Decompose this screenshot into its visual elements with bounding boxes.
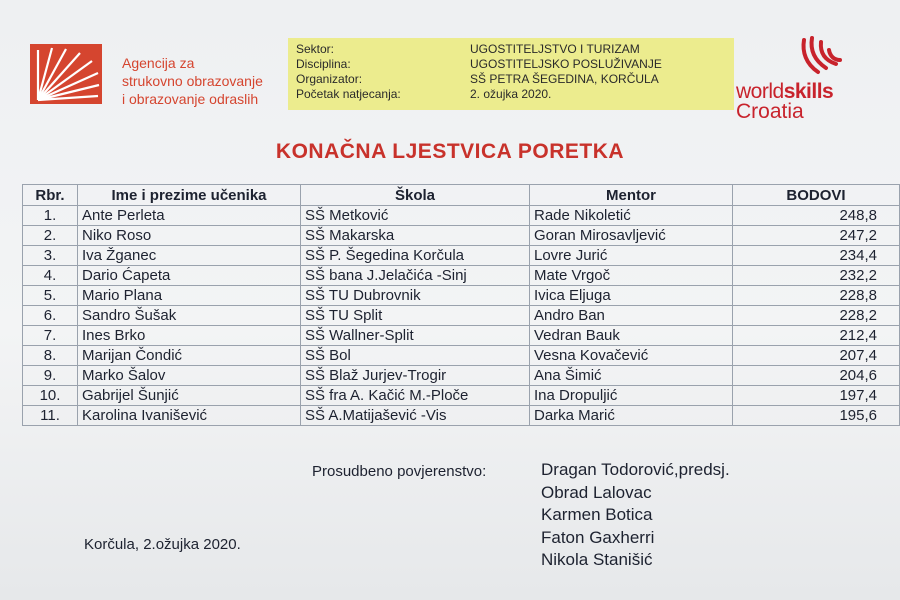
cell-rank: 9. [23,366,78,386]
agency-line: Agencija za [122,55,195,71]
header-mentor: Mentor [530,185,733,206]
cell-school: SŠ Makarska [301,226,530,246]
cell-school: SŠ P. Šegedina Korčula [301,246,530,266]
cell-rank: 5. [23,286,78,306]
jury-members [541,459,730,572]
cell-points: 204,6 [733,366,900,386]
jury-member: Nikola Stanišić [541,550,653,569]
cell-student: Ante Perleta [78,206,301,226]
jury-member: Faton Gaxherri [541,527,655,547]
cell-school: SŠ TU Split [301,306,530,326]
cell-rank: 2. [23,226,78,246]
table-row [23,206,900,226]
table-row [23,406,900,426]
cell-mentor: Ana Šimić [530,366,733,386]
info-key: Organizator: [296,72,363,86]
info-value: UGOSTITELJSKO POSLUŽIVANJE [470,57,662,71]
cell-points: 195,6 [733,406,900,426]
jury-label: Prosudbeno povjerenstvo: [312,463,487,480]
header-school: Škola [301,185,530,206]
cell-school: SŠ Wallner-Split [301,326,530,346]
cell-rank: 8. [23,346,78,366]
cell-rank: 4. [23,266,78,286]
cell-points: 248,8 [733,206,900,226]
cell-mentor: Goran Mirosavljević [530,226,733,246]
cell-student: Marijan Čondić [78,346,301,366]
cell-mentor: Ivica Eljuga [530,286,733,306]
cell-rank: 1. [23,206,78,226]
cell-points: 228,2 [733,306,900,326]
table-row [23,326,900,346]
info-key: Disciplina: [296,57,351,71]
cell-school: SŠ fra A. Kačić M.-Ploče [301,386,530,406]
table-row [23,346,900,366]
cell-student: Marko Šalov [78,366,301,386]
table-row [23,386,900,406]
cell-rank: 6. [23,306,78,326]
table-row [23,246,900,266]
cell-student: Iva Žganec [78,246,301,266]
cell-school: SŠ bana J.Jelačića -Sinj [301,266,530,286]
info-row-organizer [296,72,726,87]
cell-points: 232,2 [733,266,900,286]
info-key: Početak natjecanja: [296,87,401,101]
cell-school: SŠ Bol [301,346,530,366]
worldskills-hand-icon [796,34,842,78]
worldskills-word-skills: skills [783,80,834,103]
info-value: SŠ PETRA ŠEGEDINA, KORČULA [470,72,659,86]
header-rank: Rbr. [23,185,78,206]
cell-school: SŠ Blaž Jurjev-Trogir [301,366,530,386]
cell-mentor: Mate Vrgoč [530,266,733,286]
cell-school: SŠ Metković [301,206,530,226]
cell-rank: 11. [23,406,78,426]
header-student: Ime i prezime učenika [78,185,301,206]
table-header-row [23,185,900,206]
ranking-table-body [23,206,900,426]
agency-line: strukovno obrazovanje [122,73,263,89]
jury-member: Dragan Todorović,predsj. [541,460,730,479]
table-row [23,286,900,306]
cell-points: 228,8 [733,286,900,306]
table-row [23,226,900,246]
cell-student: Karolina Ivanišević [78,406,301,426]
cell-mentor: Andro Ban [530,306,733,326]
cell-points: 207,4 [733,346,900,366]
info-row-sector [296,42,726,57]
jury-member: Obrad Lalovac [541,482,652,502]
cell-points: 212,4 [733,326,900,346]
cell-points: 247,2 [733,226,900,246]
worldskills-country: Croatia [736,100,804,123]
cell-mentor: Vedran Bauk [530,326,733,346]
ranking-table [22,184,900,426]
info-value: 2. ožujka 2020. [470,87,552,101]
cell-student: Dario Ćapeta [78,266,301,286]
page-title: KONAČNA LJESTVICA PORETKA [275,140,625,163]
cell-school: SŠ TU Dubrovnik [301,286,530,306]
info-row-discipline [296,57,726,72]
worldskills-word-world: world [736,80,784,103]
cell-mentor: Vesna Kovačević [530,346,733,366]
cell-rank: 10. [23,386,78,406]
cell-mentor: Ina Dropuljić [530,386,733,406]
worldskills-logo [736,34,846,124]
cell-points: 197,4 [733,386,900,406]
jury-member: Karmen Botica [541,505,653,524]
cell-student: Gabrijel Šunjić [78,386,301,406]
competition-info-box [288,38,734,110]
info-row-start [296,87,726,102]
info-value: UGOSTITELJSTVO I TURIZAM [470,42,640,56]
cell-mentor: Lovre Jurić [530,246,733,266]
table-row [23,266,900,286]
cell-student: Ines Brko [78,326,301,346]
table-row [23,366,900,386]
cell-school: SŠ A.Matijašević -Vis [301,406,530,426]
agency-name [122,54,263,108]
sunburst-logo-icon [30,44,102,104]
place-date: Korčula, 2.ožujka 2020. [84,536,241,553]
cell-points: 234,4 [733,246,900,266]
cell-student: Mario Plana [78,286,301,306]
cell-mentor: Darka Marić [530,406,733,426]
header-points: BODOVI [733,185,900,206]
cell-rank: 3. [23,246,78,266]
cell-mentor: Rade Nikoletić [530,206,733,226]
cell-student: Niko Roso [78,226,301,246]
info-key: Sektor: [296,42,335,56]
agency-line: i obrazovanje odraslih [122,91,259,107]
cell-student: Sandro Šušak [78,306,301,326]
cell-rank: 7. [23,326,78,346]
table-row [23,306,900,326]
